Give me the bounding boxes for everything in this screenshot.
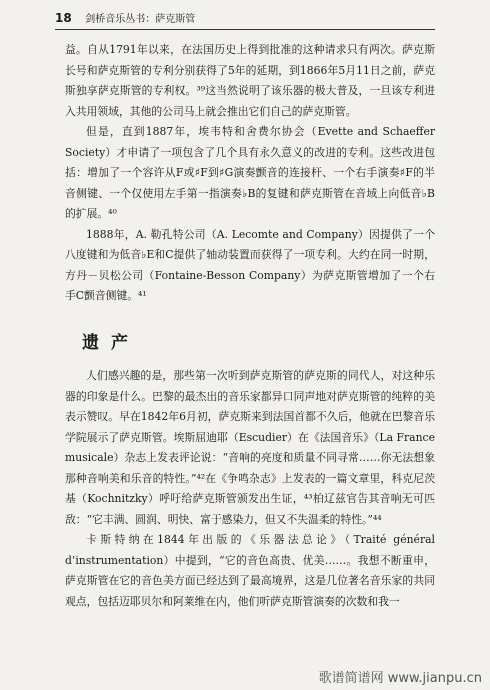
page-number: 18 xyxy=(55,11,72,25)
paragraph: 益。自从1791年以来，在法国历史上得到批准的这种请求只有两次。萨克斯长号和萨克斯管的专利分别获得了5年的延期，到1866年5月11日之前，萨克斯独享萨克斯管的专利权。³⁹这当然说明了该乐器的极大普及，一旦该专利进入共用领域，其他的公司马上就会推出它们自己的萨克斯管。 xyxy=(65,43,435,118)
paragraph: 1888年，A. 勒孔特公司（A. Lecomte and Company）因提供了一个八度键和为低音♭E和C提供了轴动装置而获得了一项专利。大约在同一时期，方丹－贝松公司（Fontaine-Besson Company）为萨克斯管增加了一个右手C颤音侧键。⁴¹ xyxy=(65,227,435,302)
paragraph: 卡斯特纳在1844年出版的《乐器法总论》（Traité général d’instrumentation）中提到，“它的音色高贵、优美……。我想不断重申，萨克斯管在它的音色美方面已经达到了最高境界，这是几位著名音乐家的共同观点，包括迈耶贝尔和阿莱维在内，他们听萨克斯管演奏的次数和我一 xyxy=(65,533,435,608)
header-rule xyxy=(55,29,435,30)
paragraph: 但是，直到1887年，埃韦特和舍费尔协会（Evette and Schaeffer Society）才申请了一项包含了几个具有永久意义的改进的专利。这些改进包括：增加了一个容许从F或♯F到♯G演奏颤音的连接杆、一个右手演奏♯F的半音侧键、一个仅使用左手第一指演奏♭B的复键和萨克斯管在音域上向低音♭B的扩展。⁴⁰ xyxy=(65,125,435,220)
series-title: 剑桥音乐丛书：萨克斯管 xyxy=(85,14,196,25)
paragraph: 人们感兴趣的是，那些第一次听到萨克斯管的萨克斯的同代人，对这种乐器的印象是什么。巴黎的最杰出的音乐家都异口同声地对萨克斯管的纯粹的美表示赞叹。早在1842年6月初，萨克斯来到法国首都不久后，他就在巴黎音乐学院展示了萨克斯管。埃斯屈迪耶（Escudier）在《法国音乐》（La France musicale）杂志上发表评论说：“音响的亮度和质量不同寻常……你无法想象那种音响美和乐音的特性。”⁴²在《争鸣杂志》上发表的一篇文章里，科克尼茨基（Kochnitzky）呼吁给萨克斯管颁发出生证，⁴³柏辽兹官告其音响无可匹敌：“它丰满、圆润、明快、富于感染力，但又不失温柔的特性。”⁴⁴ xyxy=(65,369,435,526)
text-block-bottom xyxy=(65,366,435,612)
section-title: 遗产 xyxy=(82,333,140,353)
text-block-top xyxy=(65,40,435,307)
watermark: 歌谱简谱网 www.jianpu.cn xyxy=(318,671,482,686)
running-header xyxy=(55,10,195,25)
